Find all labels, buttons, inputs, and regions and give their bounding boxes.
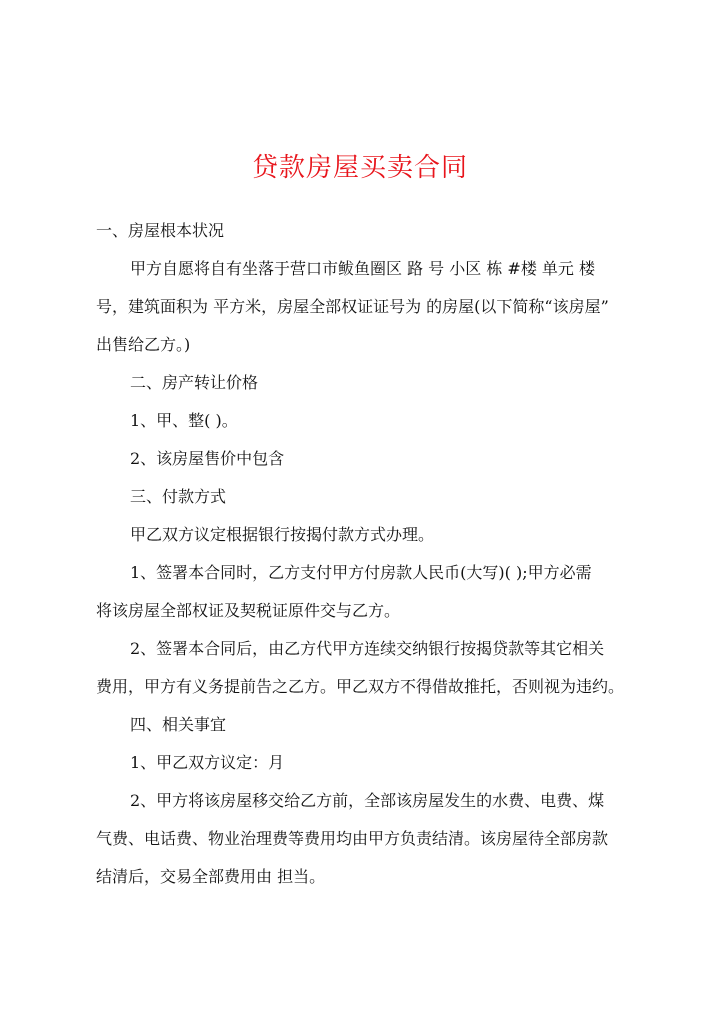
paragraph-line: 2、甲方将该房屋移交给乙方前，全部该房屋发生的水费、电费、煤 (130, 791, 605, 810)
section-heading-transfer-price: 二、房产转让价格 (130, 373, 259, 392)
paragraph-line: 1、签署本合同时，乙方支付甲方付房款人民币(大写)( );甲方必需 (130, 563, 592, 582)
section-heading-payment-method: 三、付款方式 (130, 487, 227, 506)
paragraph-line: 气费、电话费、物业治理费等费用均由甲方负责结清。该房屋待全部房款 (96, 829, 609, 848)
paragraph-line: 将该房屋全部权证及契税证原件交与乙方。 (96, 601, 401, 620)
section-heading-house-status: 一、房屋根本状况 (96, 221, 225, 240)
paragraph-line: 费用，甲方有义务提前告之乙方。甲乙双方不得借故推托，否则视为违约。 (96, 677, 625, 696)
paragraph-line: 出售给乙方。) (96, 335, 191, 354)
section-heading-related-matters: 四、相关事宜 (130, 715, 227, 734)
paragraph-line: 结清后，交易全部费用由 担当。 (96, 867, 326, 886)
document-title: 贷款房屋买卖合同 (251, 153, 468, 183)
paragraph-line: 甲方自愿将自有坐落于营口市鲅鱼圈区 路 号 小区 栋 #楼 单元 楼 (130, 259, 596, 278)
paragraph-line: 号，建筑面积为 平方米，房屋全部权证证号为 的房屋(以下简称“该房屋” (96, 297, 609, 316)
paragraph-line: 1、甲、整( )。 (130, 411, 238, 430)
paragraph-line: 2、该房屋售价中包含 (130, 449, 285, 468)
document-body (96, 212, 630, 896)
paragraph-line: 甲乙双方议定根据银行按揭付款方式办理。 (130, 525, 435, 544)
paragraph-line: 1、甲乙双方议定：月 (130, 753, 285, 772)
paragraph-line: 2、签署本合同后，由乙方代甲方连续交纳银行按揭贷款等其它相关 (130, 639, 605, 658)
